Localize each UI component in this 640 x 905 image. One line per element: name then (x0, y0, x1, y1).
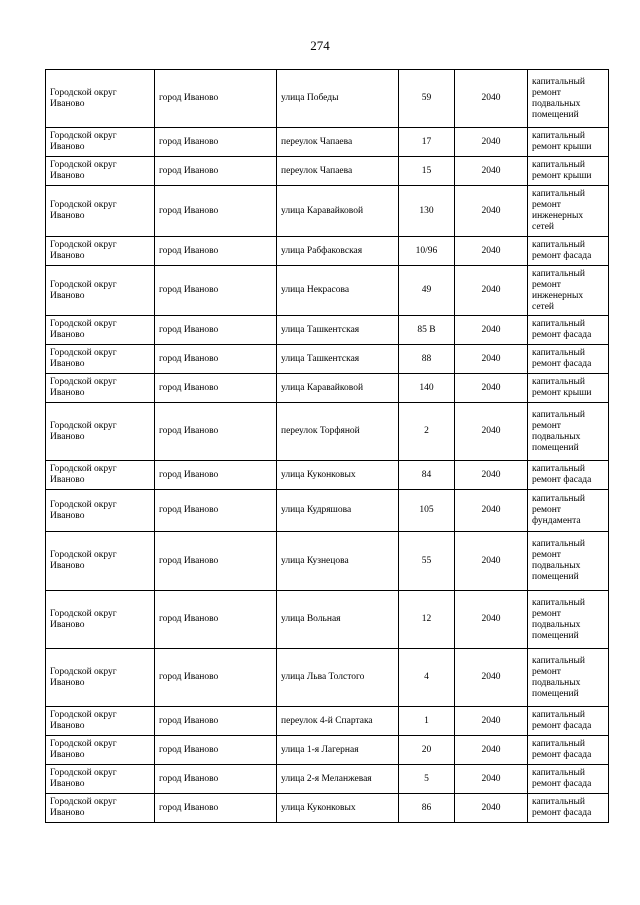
table-row (46, 532, 609, 591)
year-cell: 2040 (455, 765, 528, 794)
municipality-cell: Городской округ Иваново (46, 237, 155, 266)
year-cell: 2040 (455, 591, 528, 649)
locality-cell: город Иваново (155, 157, 277, 186)
house-number-cell: 12 (399, 591, 455, 649)
municipality-cell: Городской округ Иваново (46, 532, 155, 591)
municipality-cell: Городской округ Иваново (46, 649, 155, 707)
locality-cell: город Иваново (155, 237, 277, 266)
table-row (46, 374, 609, 403)
year-cell: 2040 (455, 266, 528, 316)
house-number-cell: 59 (399, 70, 455, 128)
work-type-cell: капитальный ремонт фасада (528, 237, 609, 266)
page-number: 274 (310, 38, 330, 53)
table-row (46, 490, 609, 532)
street-cell: переулок Торфяной (277, 403, 399, 461)
street-cell: улица Кудряшова (277, 490, 399, 532)
locality-cell: город Иваново (155, 490, 277, 532)
year-cell: 2040 (455, 532, 528, 591)
year-cell: 2040 (455, 461, 528, 490)
work-type-cell: капитальный ремонт подвальных помещений (528, 591, 609, 649)
year-cell: 2040 (455, 374, 528, 403)
municipality-cell: Городской округ Иваново (46, 736, 155, 765)
work-type-cell: капитальный ремонт фасада (528, 765, 609, 794)
table-row (46, 794, 609, 823)
locality-cell: город Иваново (155, 736, 277, 765)
year-cell: 2040 (455, 403, 528, 461)
table-row (46, 461, 609, 490)
year-cell: 2040 (455, 707, 528, 736)
municipality-cell: Городской округ Иваново (46, 794, 155, 823)
house-number-cell: 17 (399, 128, 455, 157)
work-type-cell: капитальный ремонт фасада (528, 345, 609, 374)
table-row (46, 70, 609, 128)
work-type-cell: капитальный ремонт инженерных сетей (528, 266, 609, 316)
house-number-cell: 88 (399, 345, 455, 374)
municipality-cell: Городской округ Иваново (46, 591, 155, 649)
table-row (46, 128, 609, 157)
house-number-cell: 5 (399, 765, 455, 794)
table-row (46, 707, 609, 736)
locality-cell: город Иваново (155, 403, 277, 461)
municipality-cell: Городской округ Иваново (46, 490, 155, 532)
table-row (46, 403, 609, 461)
street-cell: улица Кузнецова (277, 532, 399, 591)
street-cell: улица Ташкентская (277, 345, 399, 374)
work-type-cell: капитальный ремонт подвальных помещений (528, 532, 609, 591)
municipality-cell: Городской округ Иваново (46, 186, 155, 237)
locality-cell: город Иваново (155, 591, 277, 649)
locality-cell: город Иваново (155, 461, 277, 490)
street-cell: улица Каравайковой (277, 374, 399, 403)
municipality-cell: Городской округ Иваново (46, 345, 155, 374)
year-cell: 2040 (455, 70, 528, 128)
work-type-cell: капитальный ремонт крыши (528, 157, 609, 186)
municipality-cell: Городской округ Иваново (46, 157, 155, 186)
table-row (46, 186, 609, 237)
year-cell: 2040 (455, 157, 528, 186)
work-type-cell: капитальный ремонт фасада (528, 707, 609, 736)
house-number-cell: 85 В (399, 316, 455, 345)
street-cell: улица Каравайковой (277, 186, 399, 237)
house-number-cell: 105 (399, 490, 455, 532)
work-type-cell: капитальный ремонт фасада (528, 794, 609, 823)
table-row (46, 316, 609, 345)
house-number-cell: 10/96 (399, 237, 455, 266)
street-cell: улица Рабфаковская (277, 237, 399, 266)
street-cell: улица Куконковых (277, 794, 399, 823)
locality-cell: город Иваново (155, 374, 277, 403)
house-number-cell: 1 (399, 707, 455, 736)
locality-cell: город Иваново (155, 707, 277, 736)
locality-cell: город Иваново (155, 649, 277, 707)
municipality-cell: Городской округ Иваново (46, 374, 155, 403)
table-row (46, 736, 609, 765)
municipality-cell: Городской округ Иваново (46, 403, 155, 461)
street-cell: улица 2-я Меланжевая (277, 765, 399, 794)
work-type-cell: капитальный ремонт подвальных помещений (528, 649, 609, 707)
municipality-cell: Городской округ Иваново (46, 707, 155, 736)
municipality-cell: Городской округ Иваново (46, 461, 155, 490)
street-cell: улица Некрасова (277, 266, 399, 316)
table-row (46, 237, 609, 266)
year-cell: 2040 (455, 128, 528, 157)
work-type-cell: капитальный ремонт инженерных сетей (528, 186, 609, 237)
work-type-cell: капитальный ремонт фундамента (528, 490, 609, 532)
house-number-cell: 130 (399, 186, 455, 237)
year-cell: 2040 (455, 736, 528, 765)
locality-cell: город Иваново (155, 266, 277, 316)
work-type-cell: капитальный ремонт крыши (528, 374, 609, 403)
table-row (46, 266, 609, 316)
street-cell: улица Льва Толстого (277, 649, 399, 707)
year-cell: 2040 (455, 490, 528, 532)
locality-cell: город Иваново (155, 128, 277, 157)
house-number-cell: 15 (399, 157, 455, 186)
street-cell: переулок Чапаева (277, 128, 399, 157)
work-type-cell: капитальный ремонт фасада (528, 461, 609, 490)
table-row (46, 649, 609, 707)
year-cell: 2040 (455, 345, 528, 374)
locality-cell: город Иваново (155, 794, 277, 823)
locality-cell: город Иваново (155, 765, 277, 794)
year-cell: 2040 (455, 794, 528, 823)
house-number-cell: 2 (399, 403, 455, 461)
work-type-cell: капитальный ремонт подвальных помещений (528, 70, 609, 128)
locality-cell: город Иваново (155, 532, 277, 591)
street-cell: улица Ташкентская (277, 316, 399, 345)
municipality-cell: Городской округ Иваново (46, 70, 155, 128)
house-number-cell: 140 (399, 374, 455, 403)
street-cell: переулок 4-й Спартака (277, 707, 399, 736)
street-cell: улица 1-я Лагерная (277, 736, 399, 765)
year-cell: 2040 (455, 186, 528, 237)
house-number-cell: 49 (399, 266, 455, 316)
year-cell: 2040 (455, 237, 528, 266)
municipality-cell: Городской округ Иваново (46, 765, 155, 794)
year-cell: 2040 (455, 316, 528, 345)
street-cell: улица Вольная (277, 591, 399, 649)
house-number-cell: 55 (399, 532, 455, 591)
work-type-cell: капитальный ремонт крыши (528, 128, 609, 157)
municipality-cell: Городской округ Иваново (46, 128, 155, 157)
table-row (46, 157, 609, 186)
locality-cell: город Иваново (155, 316, 277, 345)
locality-cell: город Иваново (155, 186, 277, 237)
house-number-cell: 86 (399, 794, 455, 823)
municipality-cell: Городской округ Иваново (46, 316, 155, 345)
table-row (46, 345, 609, 374)
house-number-cell: 20 (399, 736, 455, 765)
work-type-cell: капитальный ремонт подвальных помещений (528, 403, 609, 461)
house-number-cell: 84 (399, 461, 455, 490)
table-row (46, 765, 609, 794)
table-row (46, 591, 609, 649)
street-cell: улица Победы (277, 70, 399, 128)
year-cell: 2040 (455, 649, 528, 707)
house-number-cell: 4 (399, 649, 455, 707)
street-cell: улица Куконковых (277, 461, 399, 490)
repair-schedule-table (45, 69, 609, 823)
street-cell: переулок Чапаева (277, 157, 399, 186)
work-type-cell: капитальный ремонт фасада (528, 736, 609, 765)
work-type-cell: капитальный ремонт фасада (528, 316, 609, 345)
locality-cell: город Иваново (155, 345, 277, 374)
locality-cell: город Иваново (155, 70, 277, 128)
municipality-cell: Городской округ Иваново (46, 266, 155, 316)
